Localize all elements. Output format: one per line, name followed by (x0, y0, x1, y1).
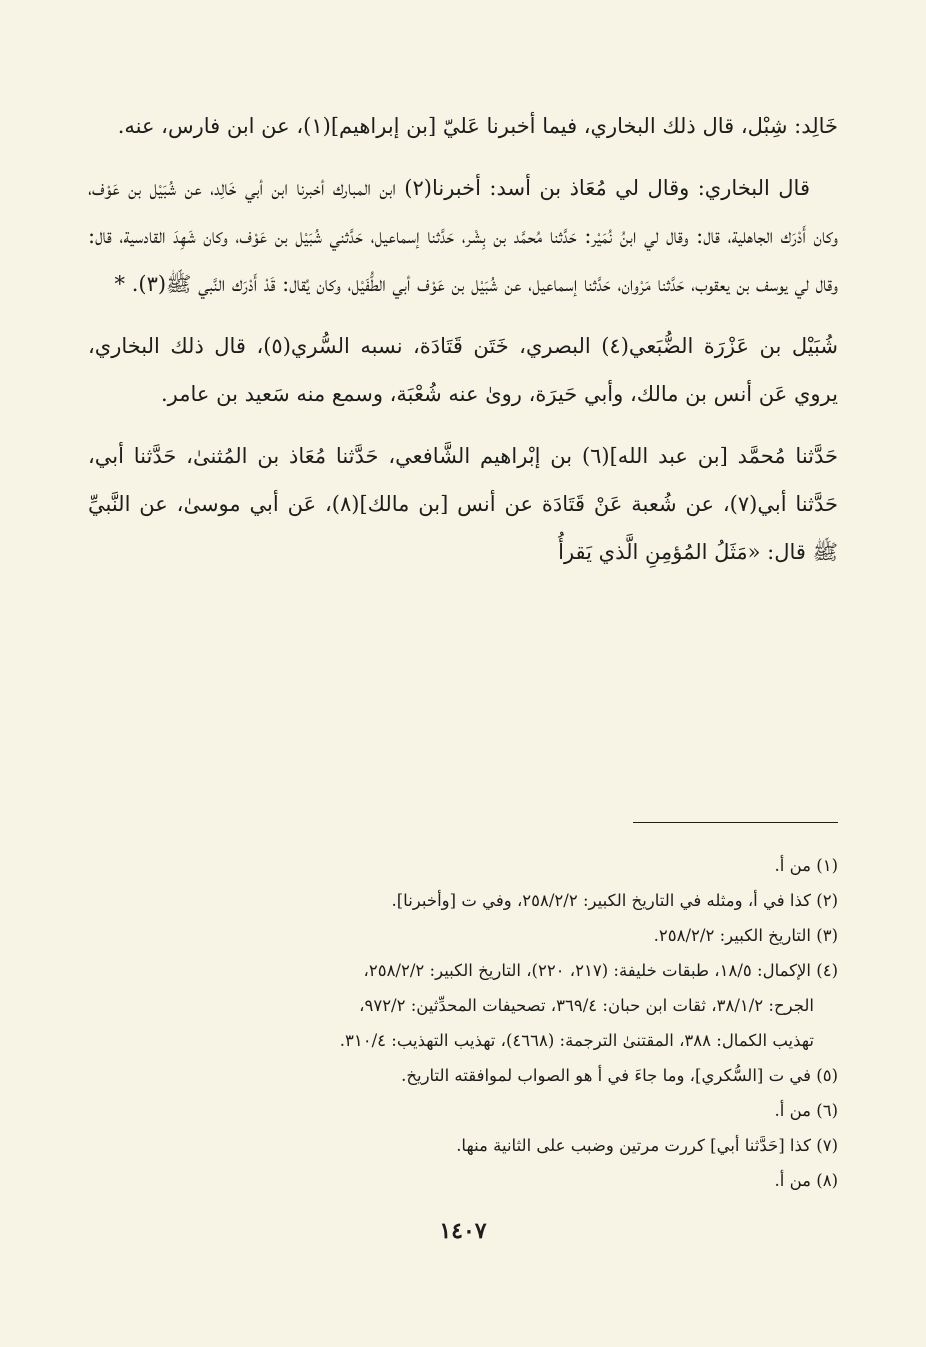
paragraph-1: خَالِد: شِبْل، قال ذلك البخاري، فيما أخبرنا عَليّ [بن إبراهيم](١)، عن ابن فارس، عنه. (117, 114, 838, 138)
footnote-6: (٦) من أ. (774, 1101, 838, 1120)
footnote-8: (٨) من أ. (774, 1171, 838, 1190)
footnote-4-line-2: الجرح: ٣٨/١/٢، ثقات ابن حبان: ٣٦٩/٤، تصحيفات المحدِّثين: ٩٧٢/٢، (359, 996, 814, 1015)
footnote-5: (٥) في ت [السُّكري]، وما جاءَ في أ هو الصواب لموافقته التاريخ. (401, 1066, 838, 1085)
paragraph-3: شُبَيْل بن عَزْرَة الضُّبَعي(٤) البصري، خَتَن قَتَادَة، نسبه السُّري(٥)، قال ذلك البخاري، يروي عَن أنس بن مالك، وأبي حَيرَة، روىٰ عنه شُعْبَة، وسمع منه سَعيد بن عامر. (88, 334, 838, 406)
footnotes (80, 848, 838, 1198)
footnote-1: (١) من أ. (774, 856, 838, 875)
footnote-separator (633, 822, 838, 823)
main-text (88, 102, 838, 590)
footnote-4: (٤) الإكمال: ١٨/٥، طبقات خليفة: (٢١٧، ٢٢٠)، التاريخ الكبير: ٢٥٨/٢/٢، (363, 961, 838, 980)
footnote-3: (٣) التاريخ الكبير: ٢٥٨/٢/٢. (653, 926, 838, 945)
footnote-2: (٢) كذا في أ، ومثله في التاريخ الكبير: ٢٥٨/٢/٢، وفي ت [وأخبرنا]. (391, 891, 838, 910)
paragraph-2: قال البخاري: وقال لي مُعَاذ بن أسد: أخبرنا(٢) ابن المبارك أخبرنا ابن أبي خَالِد، عن شُبَيْل بن عَوْف، وكان أَدْرَك الجاهلية، قال: وقال لي ابنُ نُمَيْر: حَدَّثنا مُحمَّد بن بِشْر، حَدَّثنا إسماعيل، حَدَّثني شُبَيْل بن عَوْف، وكان شَهِدَ القادسية، قال: وقال لي يوسف بن يعقوب، حَدَّثنا مَرْوان، حَدَّثنا إسماعيل، عن شُبَيْل بن عَوْف أبي الطُّفَيْل، وكان يُقال: قَدْ أَدْرَك النَّبي ﷺ(٣). * (88, 176, 838, 296)
paragraph-4: حَدَّثنا مُحمَّد [بن عبد الله](٦) بن إبْراهيم الشَّافعي، حَدَّثنا مُعَاذ بن المُثنىٰ، حَدَّثنا أبي، حَدَّثنا أبي(٧)، عن شُعبة عَنْ قَتَادَة عن أنس [بن مالك](٨)، عَن أبي موسىٰ، عن النَّبيِّ ﷺ قال: «مَثَلُ المُؤمِنِ الَّذي يَقرأُ (88, 444, 839, 564)
footnote-4-line-3: تهذيب الكمال: ٣٨٨، المقتنىٰ الترجمة: (٤٦٦٨)، تهذيب التهذيب: ٣١٠/٤. (339, 1031, 814, 1050)
page-number: ١٤٠٧ (439, 1218, 487, 1244)
footnote-7: (٧) كذا [حَدَّثنا أبي] كررت مرتين وضبب على الثانية منها. (456, 1136, 838, 1155)
